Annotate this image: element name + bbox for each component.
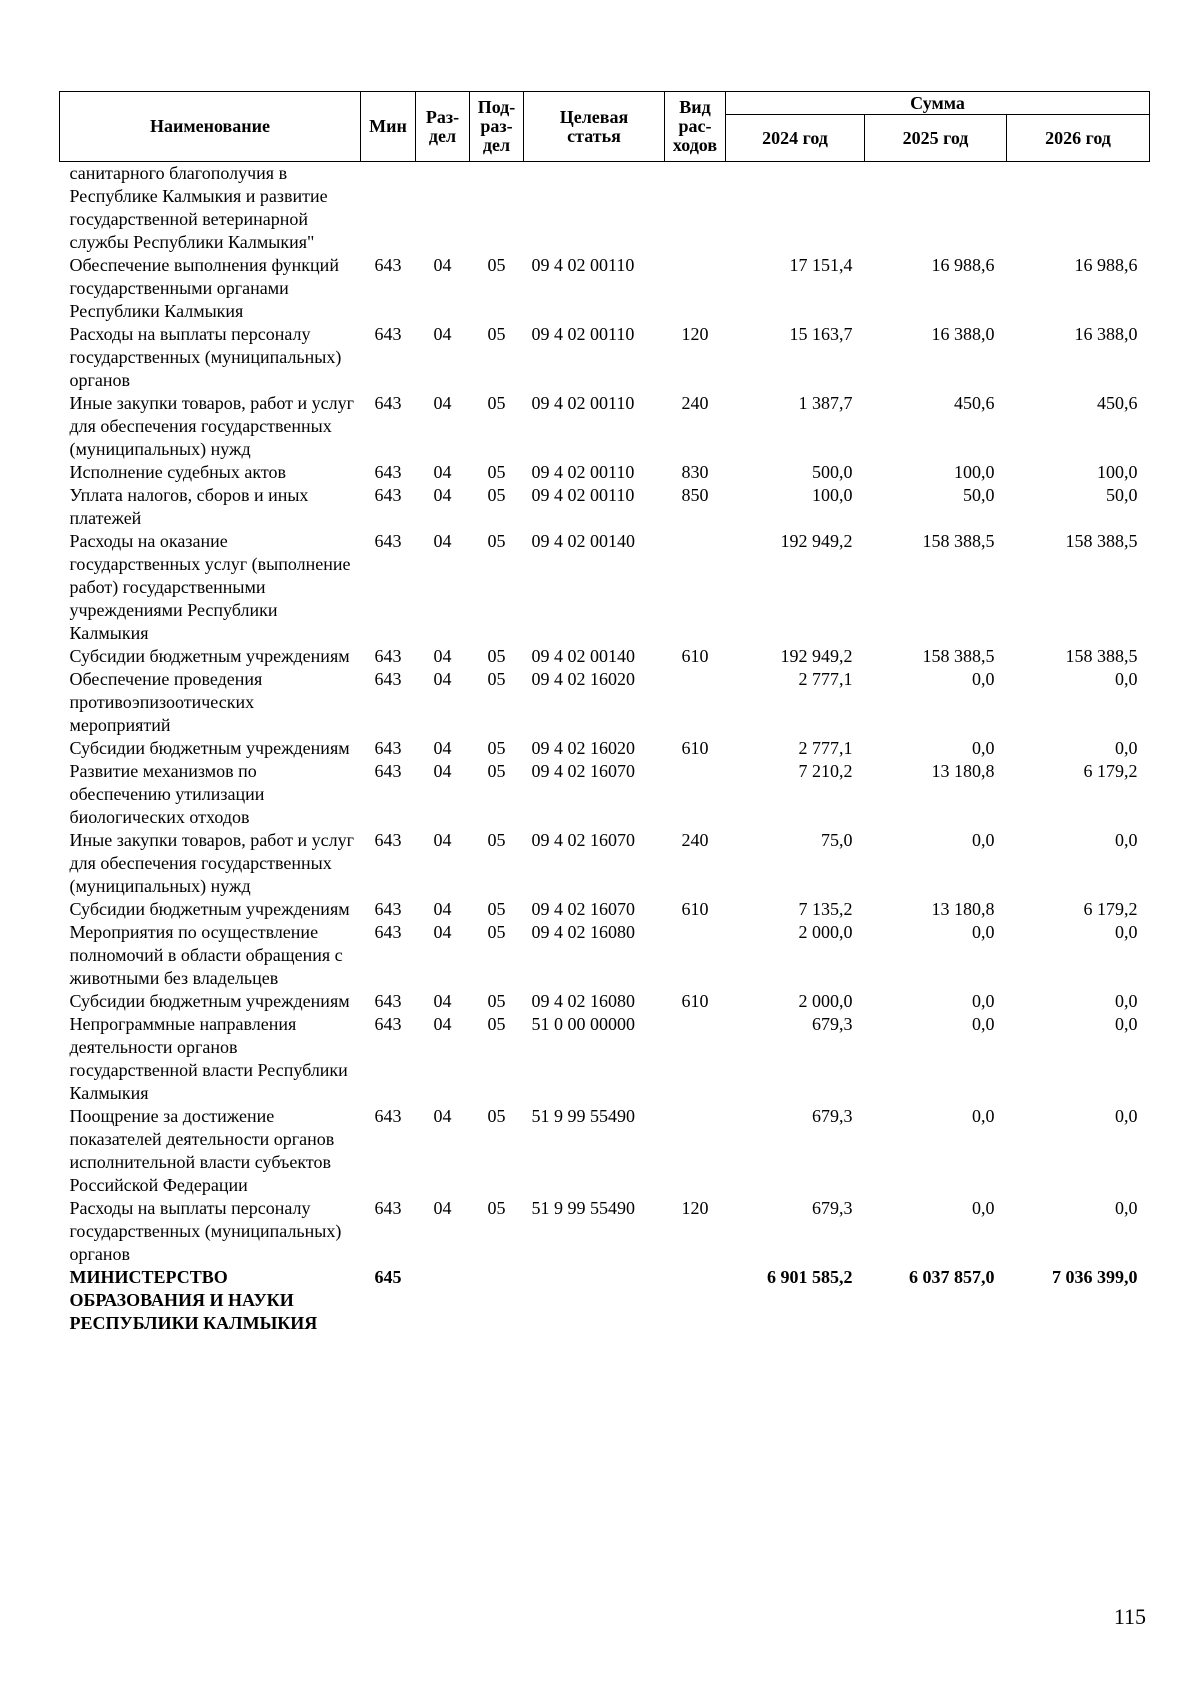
cell-expense-type xyxy=(665,162,726,255)
cell-min: 643 xyxy=(374,830,402,850)
cell-sum-2025: 13 180,8 xyxy=(931,761,995,781)
cell-sum-2026: 0,0 xyxy=(1115,991,1138,1011)
cell-name: Обеспечение проведения противоэпизоотических мероприятий xyxy=(69,669,263,735)
cell-sum-2025: 0,0 xyxy=(972,1198,995,1218)
cell-name: Обеспечение выполнения функций государственными органами Республики Калмыкия xyxy=(69,255,339,321)
cell-podrazdel: 05 xyxy=(487,393,506,413)
table-header xyxy=(60,92,1150,162)
cell-sum-2026: 0,0 xyxy=(1115,922,1138,942)
cell-sum-2025: 13 180,8 xyxy=(931,899,995,919)
cell-expense-type: 610 xyxy=(681,646,709,666)
table-row xyxy=(60,1013,1150,1105)
cell-razdel: 04 xyxy=(433,324,452,344)
cell-name: Субсидии бюджетным учреждениям xyxy=(69,899,350,919)
cell-sum-2024 xyxy=(726,162,865,255)
cell-sum-2025 xyxy=(865,162,1007,255)
cell-razdel: 04 xyxy=(433,899,452,919)
table-body xyxy=(60,162,1150,1336)
cell-podrazdel: 05 xyxy=(487,485,506,505)
cell-min: 643 xyxy=(374,255,402,275)
cell-razdel: 04 xyxy=(433,462,452,482)
cell-sum-2026: 16 388,0 xyxy=(1074,324,1138,344)
cell-podrazdel: 05 xyxy=(487,462,506,482)
cell-sum-2026: 450,6 xyxy=(1097,393,1138,413)
cell-expense-type: 610 xyxy=(681,899,709,919)
cell-expense-type: 850 xyxy=(681,485,709,505)
cell-podrazdel: 05 xyxy=(487,899,506,919)
cell-sum-2026: 6 179,2 xyxy=(1083,761,1138,781)
cell-target-article: 09 4 02 00110 xyxy=(531,255,635,275)
header-2026: 2026 год xyxy=(1007,115,1150,162)
cell-target-article: 09 4 02 00140 xyxy=(531,646,635,666)
cell-sum-2026: 0,0 xyxy=(1115,830,1138,850)
cell-sum-2024: 75,0 xyxy=(821,830,853,850)
cell-podrazdel: 05 xyxy=(487,922,506,942)
header-vid-text: Вид рас- ходов xyxy=(672,97,718,155)
cell-name: Расходы на выплаты персоналу государственных (муниципальных) органов xyxy=(69,1198,342,1264)
cell-name: санитарного благополучия в Республике Калмыкия и развитие государственной ветеринарной службы Республики Калмыкия" xyxy=(69,163,328,252)
cell-razdel: 04 xyxy=(433,393,452,413)
cell-min: 643 xyxy=(374,738,402,758)
cell-expense-type: 240 xyxy=(681,830,709,850)
cell-target-article xyxy=(524,1266,665,1335)
table-row xyxy=(60,254,1150,323)
cell-min: 645 xyxy=(374,1267,402,1287)
cell-sum-2024: 679,3 xyxy=(812,1014,853,1034)
table-row xyxy=(60,162,1150,255)
table-row xyxy=(60,737,1150,760)
cell-razdel: 04 xyxy=(433,830,452,850)
cell-target-article: 09 4 02 16020 xyxy=(531,738,635,758)
cell-min: 643 xyxy=(374,669,402,689)
header-min: Мин xyxy=(361,92,416,162)
cell-sum-2024: 679,3 xyxy=(812,1198,853,1218)
cell-expense-type xyxy=(665,1266,726,1335)
cell-sum-2025: 16 388,0 xyxy=(931,324,995,344)
cell-sum-2025: 0,0 xyxy=(972,738,995,758)
cell-sum-2026: 0,0 xyxy=(1115,1014,1138,1034)
cell-target-article: 51 0 00 00000 xyxy=(531,1014,635,1034)
cell-sum-2025: 0,0 xyxy=(972,922,995,942)
cell-sum-2026: 0,0 xyxy=(1115,1198,1138,1218)
cell-expense-type: 610 xyxy=(681,738,709,758)
cell-expense-type xyxy=(665,1105,726,1197)
cell-min: 643 xyxy=(374,991,402,1011)
cell-sum-2025: 0,0 xyxy=(972,1014,995,1034)
cell-target-article: 09 4 02 16080 xyxy=(531,991,635,1011)
cell-sum-2024: 192 949,2 xyxy=(780,531,853,551)
cell-sum-2024: 2 777,1 xyxy=(798,669,853,689)
table-row xyxy=(60,1197,1150,1266)
table-row xyxy=(60,760,1150,829)
cell-sum-2025: 100,0 xyxy=(954,462,995,482)
cell-podrazdel: 05 xyxy=(487,646,506,666)
cell-name: Развитие механизмов по обеспечению утилизации биологических отходов xyxy=(69,761,265,827)
cell-min: 643 xyxy=(374,324,402,344)
cell-expense-type: 120 xyxy=(681,1198,709,1218)
table-row xyxy=(60,323,1150,392)
cell-target-article: 09 4 02 16070 xyxy=(531,899,635,919)
cell-name: Субсидии бюджетным учреждениям xyxy=(69,646,350,666)
cell-target-article: 09 4 02 00140 xyxy=(531,531,635,551)
cell-podrazdel: 05 xyxy=(487,1106,506,1126)
cell-sum-2025: 0,0 xyxy=(972,669,995,689)
table-row xyxy=(60,1105,1150,1197)
header-2024: 2024 год xyxy=(726,115,865,162)
cell-min: 643 xyxy=(374,1014,402,1034)
cell-expense-type xyxy=(665,760,726,829)
cell-sum-2024: 192 949,2 xyxy=(780,646,853,666)
cell-name: МИНИСТЕРСТВО ОБРАЗОВАНИЯ И НАУКИ РЕСПУБЛИКИ КАЛМЫКИЯ xyxy=(69,1267,318,1333)
cell-sum-2024: 500,0 xyxy=(812,462,853,482)
cell-name: Иные закупки товаров, работ и услуг для обеспечения государственных (муниципальных) нужд xyxy=(69,830,354,896)
cell-target-article: 09 4 02 00110 xyxy=(531,462,635,482)
cell-expense-type xyxy=(665,668,726,737)
header-target xyxy=(524,92,665,162)
cell-podrazdel: 05 xyxy=(487,738,506,758)
cell-sum-2026: 100,0 xyxy=(1097,462,1138,482)
cell-sum-2024: 2 000,0 xyxy=(798,922,853,942)
cell-sum-2025: 158 388,5 xyxy=(922,646,995,666)
cell-sum-2026 xyxy=(1007,162,1150,255)
cell-razdel: 04 xyxy=(433,531,452,551)
table-row xyxy=(60,921,1150,990)
cell-sum-2026: 0,0 xyxy=(1115,1106,1138,1126)
cell-razdel xyxy=(416,1266,470,1335)
cell-sum-2024: 6 901 585,2 xyxy=(767,1267,853,1287)
header-target-text: Целевая статья xyxy=(559,106,629,146)
cell-sum-2025: 450,6 xyxy=(954,393,995,413)
cell-name: Расходы на оказание государственных услуг (выполнение работ) государственными учреждениями Республики Калмыкия xyxy=(69,531,351,643)
cell-razdel: 04 xyxy=(433,255,452,275)
cell-sum-2026: 0,0 xyxy=(1115,738,1138,758)
cell-min: 643 xyxy=(374,485,402,505)
cell-sum-2025: 0,0 xyxy=(972,1106,995,1126)
cell-razdel: 04 xyxy=(433,1014,452,1034)
header-name: Наименование xyxy=(60,92,361,162)
table-row xyxy=(60,1266,1150,1335)
cell-target-article xyxy=(524,162,665,255)
cell-min: 643 xyxy=(374,1198,402,1218)
cell-sum-2025: 6 037 857,0 xyxy=(909,1267,995,1287)
cell-razdel: 04 xyxy=(433,1198,452,1218)
header-sum: Сумма xyxy=(726,92,1150,115)
cell-razdel: 04 xyxy=(433,761,452,781)
cell-podrazdel: 05 xyxy=(487,991,506,1011)
cell-razdel: 04 xyxy=(433,922,452,942)
cell-min: 643 xyxy=(374,1106,402,1126)
cell-min: 643 xyxy=(374,922,402,942)
cell-podrazdel: 05 xyxy=(487,255,506,275)
cell-podrazdel xyxy=(470,1266,524,1335)
table-row xyxy=(60,461,1150,484)
cell-podrazdel: 05 xyxy=(487,1198,506,1218)
cell-razdel: 04 xyxy=(433,738,452,758)
cell-target-article: 09 4 02 16080 xyxy=(531,922,635,942)
cell-min: 643 xyxy=(374,761,402,781)
cell-sum-2025: 158 388,5 xyxy=(922,531,995,551)
cell-podrazdel xyxy=(470,162,524,255)
cell-sum-2025: 0,0 xyxy=(972,991,995,1011)
header-podrazdel-text: Под- раз- дел xyxy=(477,97,516,155)
cell-target-article: 51 9 99 55490 xyxy=(531,1198,635,1218)
table-row xyxy=(60,829,1150,898)
cell-name: Субсидии бюджетным учреждениям xyxy=(69,738,350,758)
cell-sum-2026: 0,0 xyxy=(1115,669,1138,689)
cell-sum-2024: 15 163,7 xyxy=(789,324,853,344)
cell-min: 643 xyxy=(374,462,402,482)
cell-target-article: 09 4 02 16070 xyxy=(531,830,635,850)
cell-podrazdel: 05 xyxy=(487,1014,506,1034)
table-row xyxy=(60,645,1150,668)
cell-podrazdel: 05 xyxy=(487,324,506,344)
table-row xyxy=(60,990,1150,1013)
cell-target-article: 09 4 02 00110 xyxy=(531,393,635,413)
cell-sum-2024: 100,0 xyxy=(812,485,853,505)
cell-razdel: 04 xyxy=(433,991,452,1011)
cell-expense-type: 830 xyxy=(681,462,709,482)
cell-name: Исполнение судебных актов xyxy=(69,462,287,482)
cell-target-article: 09 4 02 16070 xyxy=(531,761,635,781)
header-2025: 2025 год xyxy=(865,115,1007,162)
cell-sum-2026: 50,0 xyxy=(1106,485,1138,505)
cell-sum-2024: 17 151,4 xyxy=(789,255,853,275)
cell-name: Иные закупки товаров, работ и услуг для обеспечения государственных (муниципальных) нужд xyxy=(69,393,354,459)
cell-sum-2026: 158 388,5 xyxy=(1065,531,1138,551)
cell-min: 643 xyxy=(374,646,402,666)
cell-podrazdel: 05 xyxy=(487,761,506,781)
cell-razdel: 04 xyxy=(433,485,452,505)
cell-expense-type xyxy=(665,530,726,645)
cell-name: Непрограммные направления деятельности органов государственной власти Республики Калмыкия xyxy=(69,1014,348,1103)
cell-target-article: 09 4 02 00110 xyxy=(531,324,635,344)
cell-expense-type: 120 xyxy=(681,324,709,344)
cell-expense-type: 610 xyxy=(681,991,709,1011)
cell-sum-2024: 1 387,7 xyxy=(798,393,853,413)
header-vid xyxy=(665,92,726,162)
cell-sum-2024: 7 210,2 xyxy=(798,761,853,781)
cell-target-article: 09 4 02 16020 xyxy=(531,669,635,689)
table-row xyxy=(60,668,1150,737)
cell-sum-2026: 16 988,6 xyxy=(1074,255,1138,275)
cell-razdel xyxy=(416,162,470,255)
cell-sum-2025: 0,0 xyxy=(972,830,995,850)
cell-sum-2024: 7 135,2 xyxy=(798,899,853,919)
cell-min: 643 xyxy=(374,531,402,551)
table-row xyxy=(60,392,1150,461)
cell-sum-2025: 16 988,6 xyxy=(931,255,995,275)
cell-sum-2025: 50,0 xyxy=(963,485,995,505)
cell-sum-2024: 679,3 xyxy=(812,1106,853,1126)
cell-min: 643 xyxy=(374,899,402,919)
cell-expense-type: 240 xyxy=(681,393,709,413)
cell-sum-2024: 2 777,1 xyxy=(798,738,853,758)
cell-expense-type xyxy=(665,254,726,323)
header-razdel-text: Раз- дел xyxy=(425,106,460,146)
table-row xyxy=(60,530,1150,645)
cell-podrazdel: 05 xyxy=(487,669,506,689)
cell-name: Уплата налогов, сборов и иных платежей xyxy=(69,485,309,528)
page-number: 115 xyxy=(1113,1604,1146,1629)
cell-target-article: 51 9 99 55490 xyxy=(531,1106,635,1126)
header-podrazdel xyxy=(470,92,524,162)
cell-razdel: 04 xyxy=(433,669,452,689)
cell-name: Расходы на выплаты персоналу государственных (муниципальных) органов xyxy=(69,324,342,390)
cell-podrazdel: 05 xyxy=(487,531,506,551)
cell-razdel: 04 xyxy=(433,1106,452,1126)
cell-sum-2026: 7 036 399,0 xyxy=(1052,1267,1138,1287)
cell-name: Субсидии бюджетным учреждениям xyxy=(69,991,350,1011)
cell-sum-2024: 2 000,0 xyxy=(798,991,853,1011)
cell-expense-type xyxy=(665,921,726,990)
cell-sum-2026: 6 179,2 xyxy=(1083,899,1138,919)
cell-sum-2026: 158 388,5 xyxy=(1065,646,1138,666)
cell-min: 643 xyxy=(374,393,402,413)
table-row xyxy=(60,898,1150,921)
cell-expense-type xyxy=(665,1013,726,1105)
cell-min xyxy=(361,162,416,255)
header-razdel xyxy=(416,92,470,162)
budget-table xyxy=(59,91,1150,1335)
table-row xyxy=(60,484,1150,530)
cell-name: Поощрение за достижение показателей деятельности органов исполнительной власти субъектов Российской Федерации xyxy=(69,1106,335,1195)
cell-name: Мероприятия по осуществление полномочий в области обращения с животными без владельцев xyxy=(69,922,343,988)
cell-target-article: 09 4 02 00110 xyxy=(531,485,635,505)
cell-podrazdel: 05 xyxy=(487,830,506,850)
cell-razdel: 04 xyxy=(433,646,452,666)
